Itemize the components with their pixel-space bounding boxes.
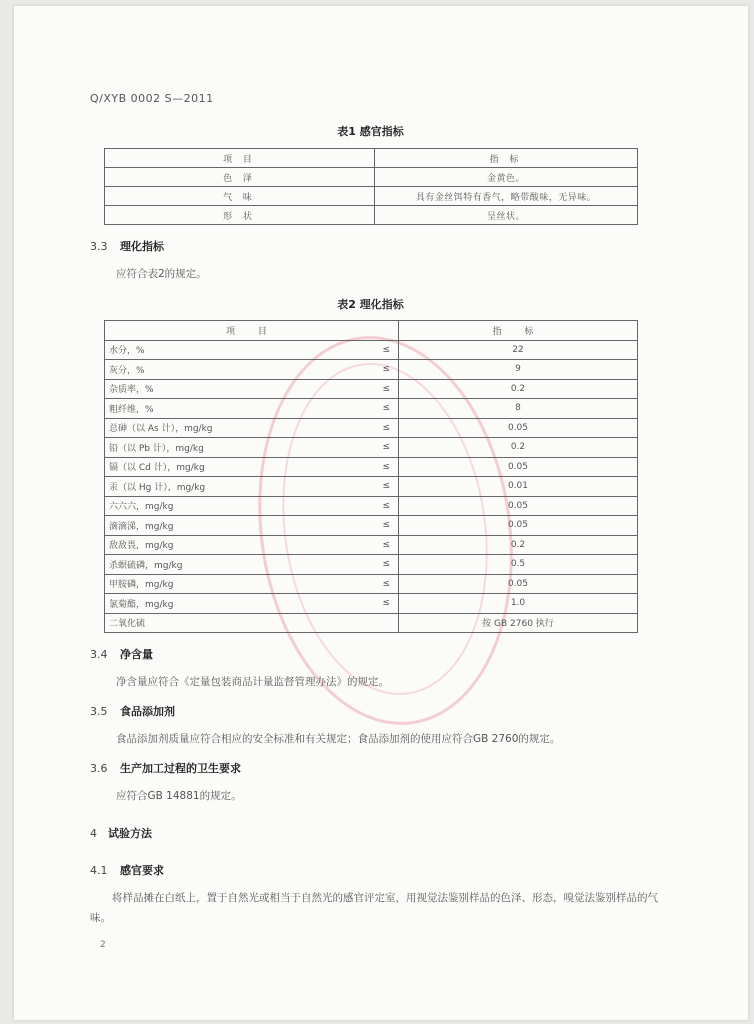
table-row bbox=[105, 496, 638, 516]
row-value: 0.2 bbox=[399, 535, 638, 555]
table-row bbox=[105, 399, 638, 419]
document-code: Q/XYB 0002 S—2011 bbox=[90, 92, 214, 105]
row-value: 9 bbox=[399, 360, 638, 380]
table-header-row bbox=[105, 149, 638, 168]
row-item: 粗纤维，% bbox=[105, 399, 315, 419]
row-item: 滴滴涕，mg/kg bbox=[105, 516, 315, 536]
row-value: 金黄色。 bbox=[375, 168, 638, 187]
row-item: 镉（以 Cd 计），mg/kg bbox=[105, 457, 315, 477]
header-item: 项 目 bbox=[105, 149, 375, 168]
section-3-3-heading bbox=[90, 238, 164, 254]
row-value: 0.05 bbox=[399, 457, 638, 477]
row-operator: ≤ bbox=[315, 496, 399, 516]
table1-caption: 表1 感官指标 bbox=[337, 125, 404, 138]
section-3-5-heading bbox=[90, 703, 175, 719]
section-number: 3.3 bbox=[90, 240, 108, 253]
row-operator: ≤ bbox=[315, 535, 399, 555]
section-title: 试验方法 bbox=[108, 827, 152, 840]
table-row bbox=[105, 594, 638, 614]
row-value: 0.2 bbox=[399, 379, 638, 399]
row-value: 呈丝状。 bbox=[375, 206, 638, 225]
row-item: 杀螟硫磷，mg/kg bbox=[105, 555, 315, 575]
row-operator: ≤ bbox=[315, 379, 399, 399]
section-title: 食品添加剂 bbox=[120, 705, 175, 718]
section-number: 4.1 bbox=[90, 864, 108, 877]
section-4-1-text: 将样品摊在白纸上，置于自然光或相当于自然光的感官评定室，用视觉法鉴别样品的色泽、形态，嗅觉法鉴别样品的气味。 bbox=[90, 892, 658, 924]
table-row bbox=[105, 340, 638, 360]
page-number: 2 bbox=[100, 940, 106, 950]
row-operator: ≤ bbox=[315, 340, 399, 360]
row-value: 1.0 bbox=[399, 594, 638, 614]
table-row bbox=[105, 187, 638, 206]
physicochemical-table bbox=[104, 320, 638, 633]
row-value: 22 bbox=[399, 340, 638, 360]
row-value: 8 bbox=[399, 399, 638, 419]
table-row bbox=[105, 555, 638, 575]
row-item: 总砷（以 As 计），mg/kg bbox=[105, 418, 315, 438]
section-3-3-text: 应符合表2的规定。 bbox=[116, 268, 207, 280]
row-value: 按 GB 2760 执行 bbox=[399, 613, 638, 633]
section-number: 4 bbox=[90, 827, 97, 840]
row-item: 六六六，mg/kg bbox=[105, 496, 315, 516]
table-row bbox=[105, 535, 638, 555]
section-3-4-text: 净含量应符合《定量包装商品计量监督管理办法》的规定。 bbox=[116, 676, 389, 688]
row-item: 甲胺磷，mg/kg bbox=[105, 574, 315, 594]
section-4-heading bbox=[90, 825, 152, 841]
row-operator: ≤ bbox=[315, 477, 399, 497]
row-item: 色 泽 bbox=[105, 168, 375, 187]
row-item: 敌敌畏，mg/kg bbox=[105, 535, 315, 555]
section-3-6-heading bbox=[90, 760, 241, 776]
table-row bbox=[105, 168, 638, 187]
section-title: 理化指标 bbox=[120, 240, 164, 253]
row-value: 0.05 bbox=[399, 516, 638, 536]
row-operator: ≤ bbox=[315, 457, 399, 477]
section-title: 感官要求 bbox=[120, 864, 164, 877]
table-row bbox=[105, 379, 638, 399]
table-row bbox=[105, 574, 638, 594]
row-item: 汞（以 Hg 计），mg/kg bbox=[105, 477, 315, 497]
section-3-5-text: 食品添加剂质量应符合相应的安全标准和有关规定；食品添加剂的使用应符合GB 2760的规定。 bbox=[116, 733, 561, 745]
row-value: 0.01 bbox=[399, 477, 638, 497]
row-item: 二氧化硫 bbox=[105, 613, 315, 633]
section-number: 3.4 bbox=[90, 648, 108, 661]
table-row bbox=[105, 516, 638, 536]
row-value: 0.05 bbox=[399, 496, 638, 516]
row-operator: ≤ bbox=[315, 360, 399, 380]
header-indicator: 指 标 bbox=[375, 149, 638, 168]
row-operator: ≤ bbox=[315, 594, 399, 614]
section-title: 净含量 bbox=[120, 648, 153, 661]
table-row bbox=[105, 438, 638, 458]
table2-caption: 表2 理化指标 bbox=[337, 298, 404, 311]
section-number: 3.5 bbox=[90, 705, 108, 718]
table-row bbox=[105, 613, 638, 633]
header-item: 项 目 bbox=[105, 321, 399, 341]
section-number: 3.6 bbox=[90, 762, 108, 775]
table-header-row bbox=[105, 321, 638, 341]
sensory-table bbox=[104, 148, 638, 225]
section-4-1-heading bbox=[90, 862, 164, 878]
row-item: 灰分，% bbox=[105, 360, 315, 380]
row-operator: ≤ bbox=[315, 555, 399, 575]
row-value: 0.2 bbox=[399, 438, 638, 458]
row-item: 水分，% bbox=[105, 340, 315, 360]
table-row bbox=[105, 477, 638, 497]
row-item: 杂质率，% bbox=[105, 379, 315, 399]
row-operator: ≤ bbox=[315, 516, 399, 536]
row-item: 形 状 bbox=[105, 206, 375, 225]
section-title: 生产加工过程的卫生要求 bbox=[120, 762, 241, 775]
row-operator: ≤ bbox=[315, 574, 399, 594]
row-value: 0.05 bbox=[399, 418, 638, 438]
row-value: 具有金丝饵特有香气，略带酸味，无异味。 bbox=[375, 187, 638, 206]
table-row bbox=[105, 360, 638, 380]
header-indicator: 指 标 bbox=[399, 321, 638, 341]
row-operator bbox=[315, 613, 399, 633]
row-item: 气 味 bbox=[105, 187, 375, 206]
row-operator: ≤ bbox=[315, 418, 399, 438]
row-operator: ≤ bbox=[315, 438, 399, 458]
table-row bbox=[105, 206, 638, 225]
row-item: 氯菊酯，mg/kg bbox=[105, 594, 315, 614]
section-3-4-heading bbox=[90, 646, 153, 662]
table-row bbox=[105, 418, 638, 438]
row-value: 0.5 bbox=[399, 555, 638, 575]
row-item: 铅（以 Pb 计），mg/kg bbox=[105, 438, 315, 458]
table-row bbox=[105, 457, 638, 477]
row-value: 0.05 bbox=[399, 574, 638, 594]
section-3-6-text: 应符合GB 14881的规定。 bbox=[116, 790, 242, 802]
row-operator: ≤ bbox=[315, 399, 399, 419]
